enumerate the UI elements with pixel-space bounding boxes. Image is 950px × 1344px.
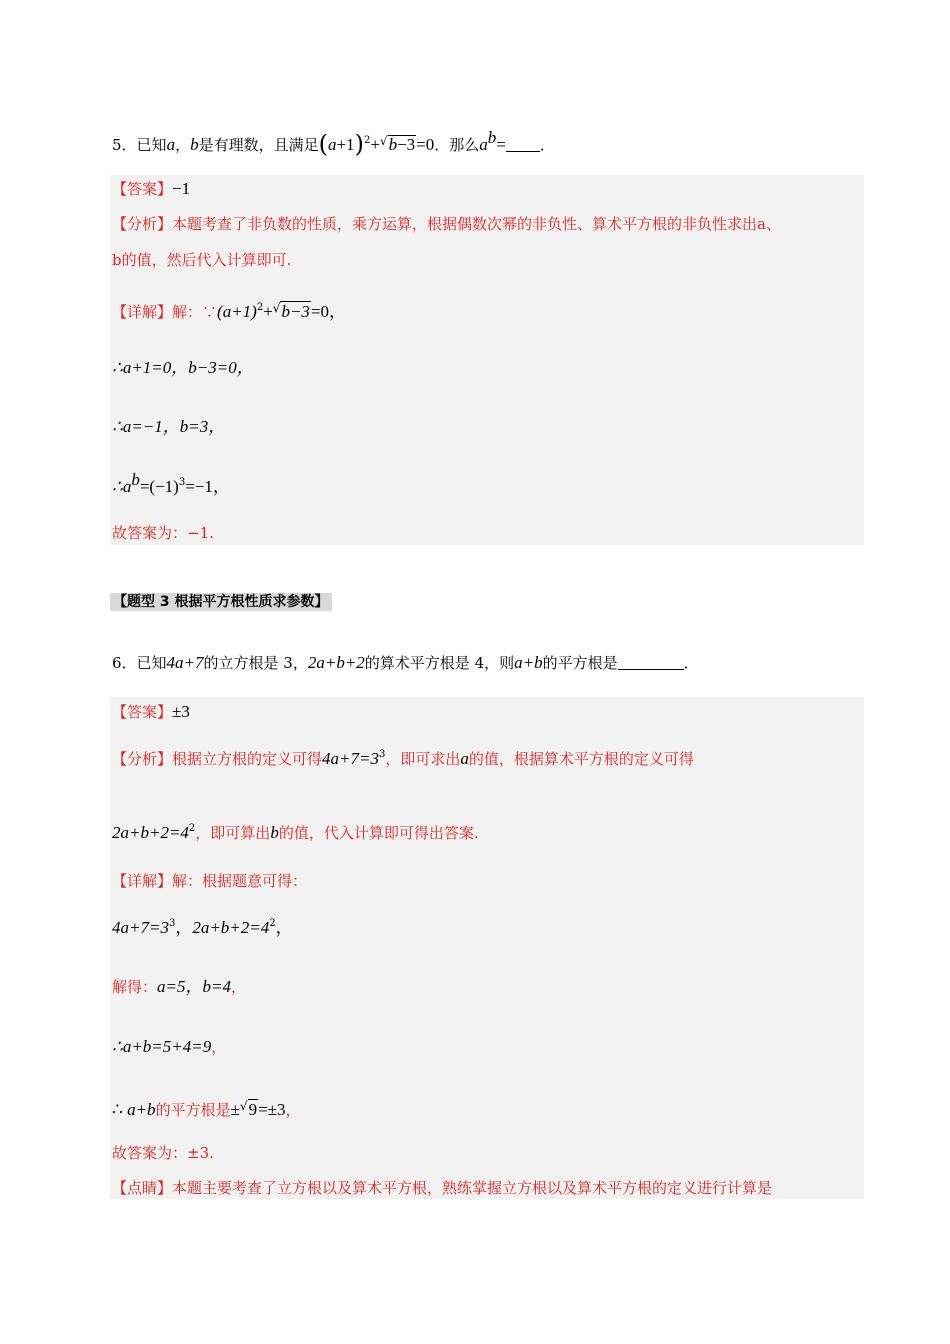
analysis-5-line1: 【分析】本题考查了非负数的性质，乘方运算，根据偶数次幂的非负性、算术平方根的非负性求出a、 bbox=[112, 215, 781, 233]
analysis-5-line2: b的值，然后代入计算即可. bbox=[112, 251, 292, 269]
radical-icon: √ bbox=[379, 134, 388, 148]
answer-blank bbox=[506, 135, 540, 152]
equations-6: $4a+7=3^3$，$2a+b+2=4^2$， bbox=[112, 918, 293, 937]
step-5-2: ∴a=−1，b=3， bbox=[112, 417, 226, 436]
detail-5: 【详解】解：$\because(a+1)^2+^√b-3=0$， bbox=[112, 301, 347, 321]
conclusion-5: 故答案为：−1. bbox=[112, 524, 214, 542]
answer-blank bbox=[618, 653, 684, 670]
question-5: 5．已知a，b是有理数，且满足$(a+1)^2+^√b-3=0$．那么$a^b=$ ． bbox=[112, 128, 555, 158]
step-5-1: ∴a+1=0，b−3=0， bbox=[112, 358, 254, 377]
question-6: 6．已知4a+7的立方根是 3，2a+b+2的算术平方根是 4，则a+b的平方根是 ． bbox=[112, 653, 699, 672]
radicand: b−3 bbox=[388, 135, 416, 154]
comment-6: 【点睛】本题主要考查了立方根以及算术平方根，熟练掌握立方根以及算术平方根的定义进行计算是 bbox=[112, 1179, 773, 1197]
solve-6: 解得：a=5，b=4， bbox=[112, 977, 246, 996]
step-5-3: $\therefore a^b=(-1)^3=-1$， bbox=[112, 470, 230, 496]
sum-6: ∴a+b=5+4=9， bbox=[112, 1037, 227, 1056]
analysis-6-line1: 【分析】根据立方根的定义可得$4a+7=3^3$，即可求出a的值，根据算术平方根的定义可得 bbox=[112, 749, 694, 768]
answer-6: 【答案】±3 bbox=[112, 702, 190, 721]
radical-icon: √ bbox=[239, 1099, 248, 1113]
analysis-6-line2: $2a+b+2=4^2$，即可算出b的值，代入计算即可得出答案. bbox=[112, 823, 479, 842]
radical-icon: √ bbox=[272, 301, 281, 315]
answer-panel-6 bbox=[110, 697, 864, 1199]
detail-6: 【详解】解：根据题意可得： bbox=[112, 872, 308, 890]
root-6: ∴ a+b的平方根是±√9=±3， bbox=[112, 1099, 301, 1119]
answer-5: 【答案】−1 bbox=[112, 179, 191, 198]
section-header: 【题型 3 根据平方根性质求参数】 bbox=[110, 590, 332, 613]
conclusion-6: 故答案为：±3. bbox=[112, 1144, 214, 1162]
